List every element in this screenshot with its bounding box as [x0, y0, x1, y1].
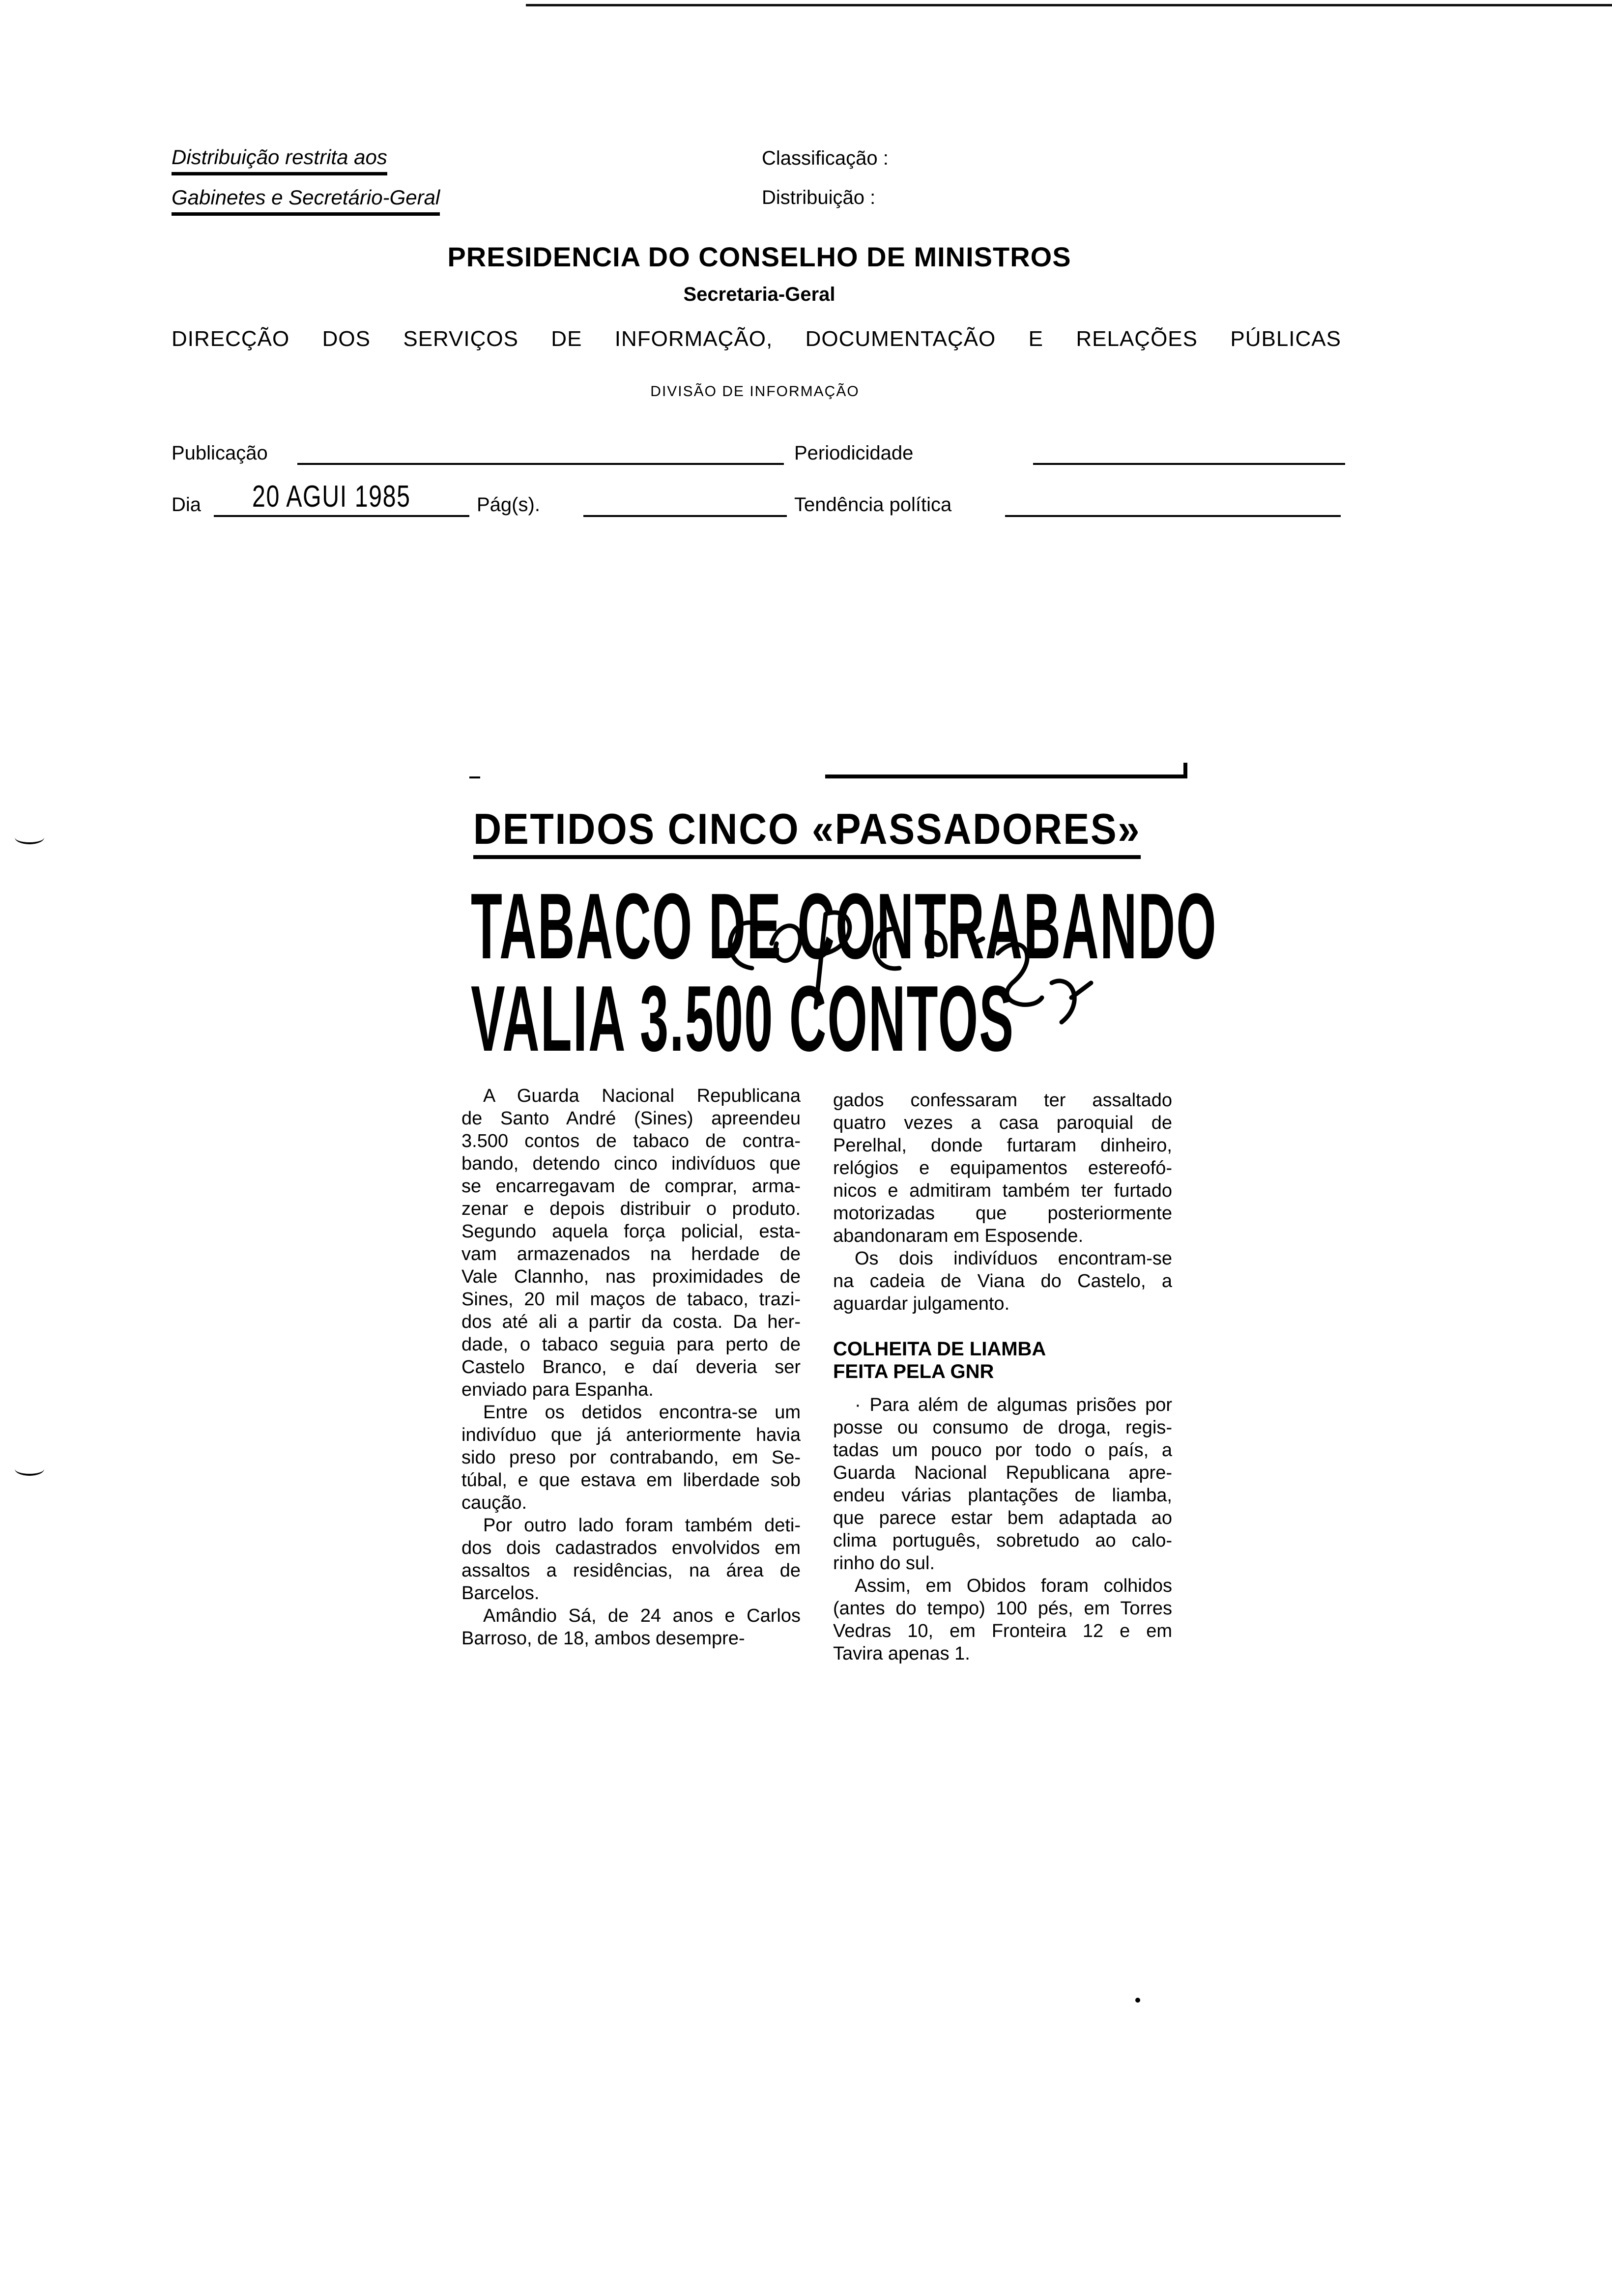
paragraph [833, 1394, 1172, 1575]
text-line: relógios e equipamentos estereofó- [833, 1158, 1172, 1178]
institution-title: PRESIDENCIA DO CONSELHO DE MINISTROS [447, 241, 1071, 272]
text-line: Amândio Sá, de 24 anos e Carlos [483, 1606, 801, 1626]
division-line: DIVISÃO DE INFORMAÇÃO [650, 383, 860, 400]
paragraph [833, 1575, 1172, 1665]
paragraph [461, 1605, 801, 1650]
text-line: Assim, em Obidos foram colhidos [855, 1576, 1172, 1596]
text-line: abandonaram em Esposende. [833, 1226, 1084, 1246]
text-line: endeu várias plantações de liamba, [833, 1485, 1172, 1506]
scan-margin-mark [15, 1462, 44, 1476]
pages-field[interactable] [583, 515, 787, 517]
text-line: indivíduo que já anteriormente havia [461, 1425, 801, 1445]
periodicity-field[interactable] [1033, 463, 1345, 465]
text-line: caução. [461, 1492, 527, 1513]
headline-line1: TABACO DE CONTRABANDO [471, 874, 1217, 978]
publication-label: Publicação [172, 442, 268, 464]
text-line: Tavira apenas 1. [833, 1643, 970, 1664]
subheading-line: COLHEITA DE LIAMBA [833, 1338, 1046, 1360]
distribution-label: Distribuição : [762, 187, 876, 208]
text-line: Vedras 10, em Fronteira 12 e em [833, 1621, 1172, 1641]
text-line: sido preso por contrabando, em Se- [461, 1447, 801, 1468]
classification-label: Classificação : [762, 147, 889, 169]
article-top-rule [825, 775, 1187, 778]
text-line: Perelhal, donde furtaram dinheiro, [833, 1135, 1172, 1156]
text-line: túbal, e que estava em liberdade sob [461, 1470, 801, 1491]
text-line: Castelo Branco, e daí deveria ser [461, 1357, 801, 1378]
headline-line2: VALIA 3.500 CONTOS [471, 967, 1015, 1071]
date-stamp: 20 AGUI 1985 [252, 480, 411, 514]
text-line: assaltos a residências, na área de [461, 1560, 801, 1581]
directorate-line: DIRECÇÃO DOS SERVIÇOS DE INFORMAÇÃO, DOCUMENTAÇÃO E RELAÇÕES PÚBLICAS [172, 327, 1341, 351]
day-label: Dia [172, 494, 202, 516]
text-line: Sines, 20 mil maços de tabaco, trazi- [461, 1289, 801, 1310]
text-line: enviado para Espanha. [461, 1379, 654, 1400]
text-line: na cadeia de Viana do Castelo, a [833, 1271, 1172, 1292]
subheading-line: FEITA PELA GNR [833, 1361, 994, 1382]
text-line: Segundo aquela força policial, esta- [461, 1221, 801, 1242]
publication-field[interactable] [297, 463, 784, 465]
text-line: bando, detendo cinco indivíduos que [461, 1153, 801, 1174]
text-line: Os dois indivíduos encontram-se [855, 1248, 1172, 1269]
text-line: Entre os detidos encontra-se um [483, 1402, 801, 1423]
pages-label: Pág(s). [477, 494, 540, 516]
paragraph [461, 1401, 801, 1514]
tendency-field[interactable] [1005, 515, 1341, 517]
scan-speck [1135, 1998, 1140, 2003]
restricted-line1-text: Distribuição restrita aos [172, 145, 387, 175]
article-column-1 [461, 1085, 801, 1650]
text-line: rinho do sul. [833, 1553, 935, 1574]
paragraph [833, 1247, 1172, 1315]
text-line: dos dois cadastrados envolvidos em [461, 1538, 801, 1558]
text-line: gados confessaram ter assaltado [833, 1090, 1172, 1111]
text-line: motorizadas que posteriormente [833, 1203, 1172, 1224]
text-line: zenar e depois distribuir o produto. [461, 1199, 801, 1219]
text-line: · Para além de algumas prisões por [855, 1395, 1172, 1415]
restricted-line2-text: Gabinetes e Secretário-Geral [172, 186, 440, 216]
column-2-upper [833, 1089, 1172, 1315]
text-line: de Santo André (Sines) apreendeu [461, 1108, 801, 1129]
clipping-mark [469, 776, 480, 778]
handwritten-annotation [698, 885, 1101, 1047]
article-subheading [833, 1338, 1172, 1383]
text-line: Barcelos. [461, 1583, 540, 1604]
text-line: quatro vezes a casa paroquial de [833, 1113, 1172, 1133]
text-line: dade, o tabaco seguia para perto de [461, 1334, 801, 1355]
tendency-label: Tendência política [794, 494, 952, 516]
text-line: clima português, sobretudo ao calo- [833, 1530, 1172, 1551]
column-2-lower [833, 1394, 1172, 1665]
text-line: Vale Clannho, nas proximidades de [461, 1266, 801, 1287]
text-line: 3.500 contos de tabaco de contra- [461, 1131, 801, 1151]
day-field[interactable] [214, 515, 469, 517]
text-line: nicos e admitiram também ter furtado [833, 1180, 1172, 1201]
scan-margin-mark [15, 831, 44, 844]
restricted-distribution-line2 [172, 186, 440, 216]
paragraph [461, 1514, 801, 1605]
text-line: Guarda Nacional Republicana apre- [833, 1463, 1172, 1483]
paragraph [461, 1085, 801, 1401]
text-line: posse ou consumo de droga, regis- [833, 1417, 1172, 1438]
periodicity-label: Periodicidade [794, 442, 914, 464]
text-line: se encarregavam de comprar, arma- [461, 1176, 801, 1197]
text-line: que parece estar bem adaptada ao [833, 1508, 1172, 1528]
restricted-distribution-line1 [172, 145, 387, 175]
text-line: aguardar julgamento. [833, 1293, 1010, 1314]
top-border-line [526, 4, 1612, 6]
institution-subtitle: Secretaria-Geral [683, 284, 835, 305]
text-line: Barroso, de 18, ambos desempre- [461, 1628, 745, 1649]
paragraph [833, 1089, 1172, 1247]
text-line: Por outro lado foram também deti- [483, 1515, 801, 1536]
text-line: vam armazenados na herdade de [461, 1244, 801, 1264]
text-line: dos até ali a partir da costa. Da her- [461, 1312, 801, 1332]
text-line: tadas um pouco por todo o país, a [833, 1440, 1172, 1461]
article-column-2 [833, 1089, 1172, 1665]
text-line: (antes do tempo) 100 pés, em Torres [833, 1598, 1172, 1619]
article-kicker: DETIDOS CINCO «PASSADORES» [473, 804, 1141, 859]
text-line: A Guarda Nacional Republicana [483, 1086, 801, 1106]
article-rule-tick [1183, 763, 1187, 778]
